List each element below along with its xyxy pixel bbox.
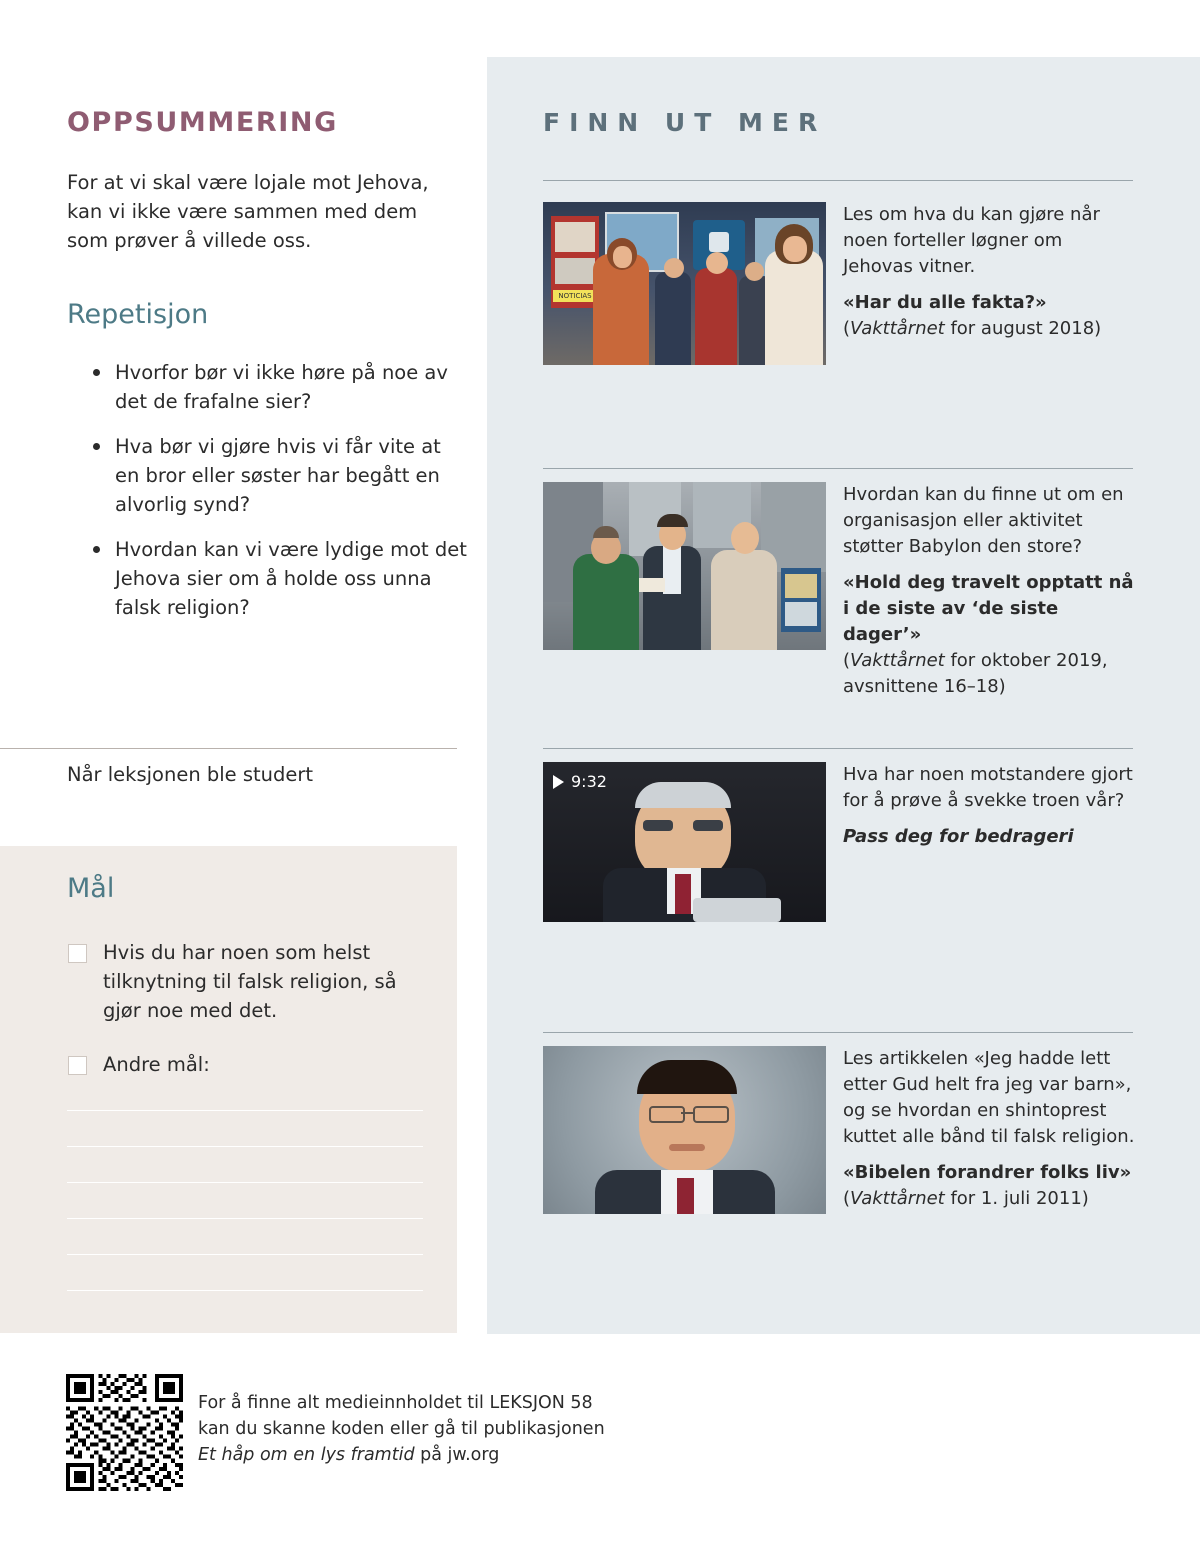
resource-thumbnail-3[interactable] — [543, 762, 826, 922]
illustration-kiosk: NOTICIAS — [543, 202, 826, 365]
resource-title-2: «Hold deg travelt opptatt nå i de siste av ‘de siste dager’» — [843, 572, 1134, 645]
list-item — [67, 358, 467, 416]
separator — [543, 748, 1133, 749]
footer-line-3 — [198, 1442, 758, 1468]
review-question-text: Hvordan kan vi være lydige mot det Jehova sier om å holde oss unna falsk religion? — [115, 538, 467, 619]
divider — [0, 748, 457, 749]
source-publication: Vakttårnet — [850, 1188, 945, 1209]
list-item — [67, 432, 467, 519]
source-issue: for oktober 2019, avsnittene 16–18) — [843, 650, 1108, 697]
paren-open: ( — [843, 318, 851, 339]
resource-intro-1: Les om hva du kan gjøre når noen forteller løgner om Jehovas vitner. — [843, 204, 1100, 277]
paren-open: ( — [843, 650, 851, 671]
date-studied-label: Når leksjonen ble studert — [67, 763, 314, 786]
bullet-icon — [93, 546, 100, 553]
resource-thumbnail-1[interactable] — [543, 202, 826, 365]
review-question-list — [67, 358, 467, 638]
resource-source-2 — [843, 648, 1135, 700]
review-heading: Repetisjon — [67, 299, 209, 330]
source-publication: Vakttårnet — [850, 318, 945, 339]
write-line[interactable] — [67, 1290, 423, 1291]
footer-note — [198, 1390, 758, 1468]
video-duration-badge — [553, 772, 607, 791]
resource-intro-4: Les artikkelen «Jeg hadde lett etter Gud helt fra jeg var barn», og se hvordan en shintoprest kuttet alle bånd til falsk religion. — [843, 1048, 1135, 1147]
page-title: OPPSUMMERING — [67, 107, 338, 138]
photo-street-witnessing — [543, 482, 826, 650]
resource-thumbnail-4[interactable] — [543, 1046, 826, 1214]
goal-checkbox-1[interactable] — [68, 944, 87, 963]
goal-item-text-2: Andre mål: — [103, 1053, 210, 1076]
play-icon — [553, 775, 564, 789]
resource-text-3 — [843, 762, 1135, 850]
review-question-text: Hvorfor bør vi ikke høre på noe av det de frafalne sier? — [115, 361, 448, 413]
resource-intro-3: Hva har noen motstandere gjort for å prøve å svekke troen vår? — [843, 764, 1133, 811]
goal-item-text-1: Hvis du har noen som helst tilknytning til falsk religion, så gjør noe med det. — [103, 941, 397, 1022]
separator — [543, 180, 1133, 181]
separator — [543, 1032, 1133, 1033]
list-item — [67, 535, 467, 622]
source-issue: for 1. juli 2011) — [944, 1188, 1089, 1209]
footer-line-2: kan du skanne koden eller gå til publikasjonen — [198, 1419, 605, 1439]
footer-line-1: For å finne alt medieinnholdet til LEKSJON 58 — [198, 1393, 593, 1413]
resource-thumbnail-2[interactable] — [543, 482, 826, 650]
resource-text-1 — [843, 202, 1135, 342]
source-issue: for august 2018) — [944, 318, 1102, 339]
resource-intro-2: Hvordan kan du finne ut om en organisasjon eller aktivitet støtter Babylon den store? — [843, 484, 1124, 557]
write-line[interactable] — [67, 1182, 423, 1183]
publication-title: Et håp om en lys framtid — [198, 1445, 415, 1465]
write-line[interactable] — [67, 1218, 423, 1219]
resource-title-4: «Bibelen forandrer folks liv» — [843, 1162, 1132, 1183]
goal-heading: Mål — [67, 873, 115, 904]
photo-portrait-man — [543, 1046, 826, 1214]
resource-source-1 — [843, 316, 1135, 342]
bullet-icon — [93, 369, 100, 376]
qr-code[interactable] — [66, 1374, 183, 1491]
write-line[interactable] — [67, 1110, 423, 1111]
summary-paragraph: For at vi skal være lojale mot Jehova, kan vi ikke være sammen med dem som prøver å villede oss. — [67, 171, 429, 252]
bullet-icon — [93, 443, 100, 450]
video-duration-text: 9:32 — [571, 772, 607, 791]
write-line[interactable] — [67, 1254, 423, 1255]
goal-box — [0, 846, 457, 1333]
write-line[interactable] — [67, 1146, 423, 1147]
paren-open: ( — [843, 1188, 851, 1209]
resource-text-4 — [843, 1046, 1135, 1212]
find-out-more-heading: FINN UT MER — [543, 108, 827, 137]
qr-code-icon — [66, 1374, 183, 1491]
summary-column — [0, 0, 487, 1543]
source-publication: Vakttårnet — [850, 650, 945, 671]
resource-title-3: Pass deg for bedrageri — [843, 826, 1074, 847]
separator — [543, 468, 1133, 469]
goal-checkbox-2[interactable] — [68, 1056, 87, 1075]
resource-text-2 — [843, 482, 1135, 700]
publication-site: på jw.org — [414, 1445, 500, 1465]
resource-source-4 — [843, 1186, 1135, 1212]
review-question-text: Hva bør vi gjøre hvis vi får vite at en bror eller søster har begått en alvorlig synd? — [115, 435, 441, 516]
resource-title-1: «Har du alle fakta?» — [843, 292, 1047, 313]
